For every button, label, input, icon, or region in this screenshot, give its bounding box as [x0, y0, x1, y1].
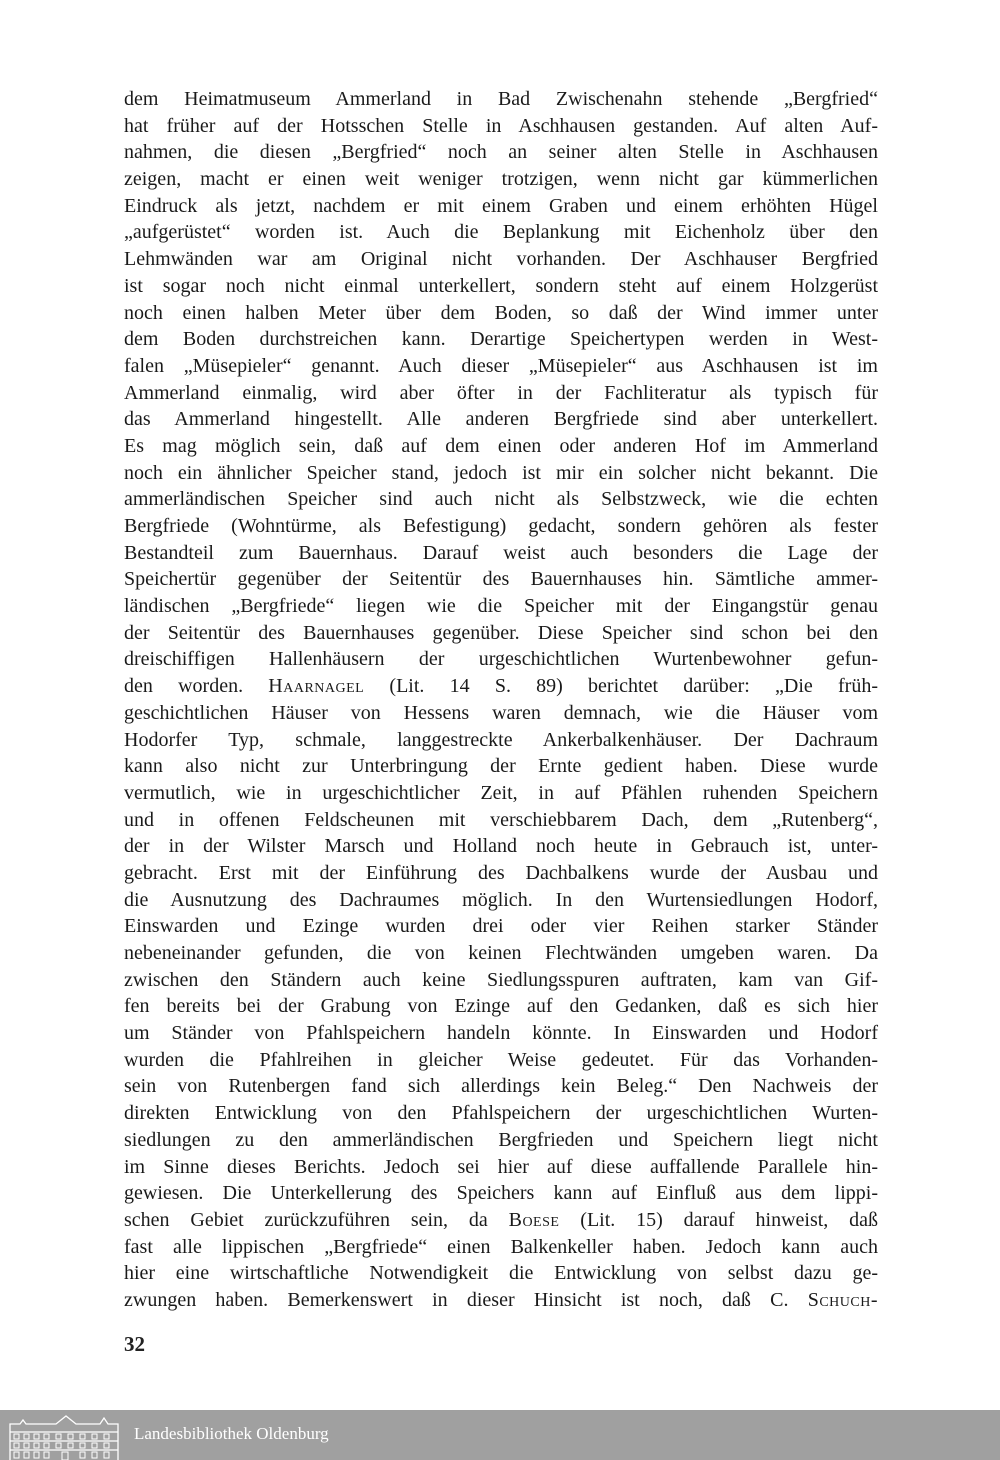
text-line	[124, 1207, 878, 1234]
text-line	[124, 326, 878, 353]
text-segment: direkten Entwicklung von den Pfahlspeichern der urgeschichtlichen Wurten-	[124, 1102, 878, 1125]
text-segment: hat früher auf der Hotsschen Stelle in Aschhausen gestanden. Auf alten Auf-	[124, 114, 878, 137]
text-segment: Ammerland einmalig, wird aber öfter in der Fachliteratur als typisch für	[124, 381, 878, 404]
text-segment: dem Boden durchstreichen kann. Derartige Speichertypen werden in West-	[124, 328, 878, 351]
text-line	[124, 433, 878, 460]
text-line	[124, 1287, 878, 1314]
text-segment: (Lit. 14 S. 89) berichtet darüber: „Die früh-	[364, 675, 878, 698]
text-line	[124, 753, 878, 780]
text-line	[124, 1100, 878, 1127]
text-segment: sein von Rutenbergen fand sich allerdings kein Beleg.“ Den Nachweis der	[124, 1075, 878, 1098]
text-line	[124, 139, 878, 166]
text-line	[124, 486, 878, 513]
text-segment: Bergfriede (Wohntürme, als Befestigung) gedacht, sondern gehören als fester	[124, 515, 878, 537]
text-line	[124, 540, 878, 567]
text-segment: nebeneinander gefunden, die von keinen Flechtwänden umgeben waren. Da	[124, 942, 878, 964]
text-line	[124, 460, 878, 487]
author-name: Schuch-	[807, 1288, 878, 1311]
text-line	[124, 1073, 878, 1100]
text-segment: ist sogar noch nicht einmal unterkellert, sondern steht auf einem Holzgerüst	[124, 274, 878, 297]
text-line	[124, 1180, 878, 1207]
text-segment: geschichtlichen Häuser von Hessens waren demnach, wie die Häuser vom	[124, 701, 878, 724]
text-line	[124, 1020, 878, 1047]
text-line	[124, 86, 878, 113]
text-line	[124, 273, 878, 300]
library-name: Landesbibliothek Oldenburg	[134, 1424, 329, 1443]
text-segment: wurden die Pfahlreihen in gleicher Weise gedeutet. Für das Vorhanden-	[124, 1048, 878, 1071]
text-segment: Lehmwänden war am Original nicht vorhanden. Der Aschhauser Bergfried	[124, 248, 878, 271]
text-line	[124, 993, 878, 1020]
text-line	[124, 833, 878, 860]
text-line	[124, 1047, 878, 1074]
text-segment: der Seitentür des Bauernhauses gegenüber. Diese Speicher sind schon bei den	[124, 621, 878, 644]
text-line	[124, 1234, 878, 1261]
text-line	[124, 1154, 878, 1181]
text-line	[124, 700, 878, 727]
text-segment: Bestandteil zum Bauernhaus. Darauf weist auch besonders die Lage der	[124, 541, 878, 564]
library-building-icon	[6, 1414, 124, 1460]
author-name: Boese	[508, 1208, 560, 1231]
text-line	[124, 673, 878, 700]
text-segment: kann also nicht zur Unterbringung der Ernte gedient haben. Diese wurde	[124, 755, 878, 778]
text-line	[124, 300, 878, 327]
text-line	[124, 940, 878, 967]
text-segment: Speichertür gegenüber der Seitentür des Bauernhauses hin. Sämtliche ammer-	[124, 568, 878, 591]
body-text	[124, 86, 878, 1314]
text-segment: ammerländischen Speicher sind auch nicht als Selbstzweck, wie die echten	[124, 488, 878, 511]
text-segment: „aufgerüstet“ worden ist. Auch die Beplankung mit Eichenholz über den	[124, 221, 878, 244]
text-segment: hier eine wirtschaftliche Notwendigkeit die Entwicklung von selbst dazu ge-	[124, 1262, 878, 1285]
text-segment: Eindruck als jetzt, nachdem er mit einem Graben und einem erhöhten Hügel	[124, 194, 878, 217]
text-segment: (Lit. 15) darauf hinweist, daß	[559, 1208, 879, 1231]
text-segment: den worden.	[124, 675, 269, 698]
text-line	[124, 887, 878, 914]
text-segment: Es mag möglich sein, daß auf dem einen oder anderen Hof im Ammerland	[124, 434, 878, 457]
text-line	[124, 620, 878, 647]
text-segment: siedlungen zu den ammerländischen Bergfrieden und Speichern liegt nicht	[124, 1128, 878, 1151]
author-name: Haarnagel	[268, 675, 365, 698]
text-segment: nahmen, die diesen „Bergfried“ noch an seiner alten Stelle in Aschhausen	[124, 141, 878, 164]
text-segment: Hodorfer Typ, schmale, langgestreckte Ankerbalkenhäuser. Der Dachraum	[124, 728, 878, 751]
text-segment: fast alle lippischen „Bergfriede“ einen Balkenkeller haben. Jedoch kann auch	[124, 1235, 878, 1258]
text-segment: um Ständer von Pfahlspeichern handeln könnte. In Einswarden und Hodorf	[124, 1022, 878, 1045]
footer-bar	[0, 1410, 1000, 1460]
text-line	[124, 593, 878, 620]
text-line	[124, 193, 878, 220]
text-line	[124, 513, 878, 540]
text-line	[124, 246, 878, 273]
text-segment: zwungen haben. Bemerkenswert in dieser Hinsicht ist noch, daß C.	[124, 1288, 808, 1311]
text-segment: ländischen „Bergfriede“ liegen wie die Speicher mit der Eingangstür genau	[124, 595, 878, 618]
text-segment: im Sinne dieses Berichts. Jedoch sei hier auf diese auffallende Parallele hin-	[124, 1155, 878, 1178]
text-segment: zwischen den Ständern auch keine Siedlungsspuren auftraten, kam van Gif-	[124, 968, 878, 991]
text-line	[124, 967, 878, 994]
text-line	[124, 113, 878, 140]
text-segment: der in der Wilster Marsch und Holland noch heute in Gebrauch ist, unter-	[124, 835, 878, 858]
text-line	[124, 727, 878, 754]
text-segment: fen bereits bei der Grabung von Ezinge auf den Gedanken, daß es sich hier	[124, 995, 878, 1018]
text-line	[124, 406, 878, 433]
page-number: 32	[124, 1332, 145, 1356]
text-line	[124, 566, 878, 593]
text-segment: falen „Müsepieler“ genannt. Auch dieser „Müsepieler“ aus Aschhausen ist im	[124, 354, 878, 377]
text-line	[124, 380, 878, 407]
text-line	[124, 1260, 878, 1287]
text-line	[124, 807, 878, 834]
text-line	[124, 219, 878, 246]
text-segment: noch ein ähnlicher Speicher stand, jedoch ist mir ein solcher nicht bekannt. Die	[124, 461, 878, 484]
text-segment: gewiesen. Die Unterkellerung des Speichers kann auf Einfluß aus dem lippi-	[124, 1182, 878, 1205]
text-line	[124, 860, 878, 887]
text-segment: gebracht. Erst mit der Einführung des Dachbalkens wurde der Ausbau und	[124, 861, 878, 884]
text-segment: das Ammerland hingestellt. Alle anderen Bergfriede sind aber unterkellert.	[124, 408, 878, 431]
text-segment: vermutlich, wie in urgeschichtlicher Zeit, in auf Pfählen ruhenden Speichern	[124, 781, 878, 804]
text-segment: und in offenen Feldscheunen mit verschiebbarem Dach, dem „Rutenberg“,	[124, 808, 878, 831]
text-line	[124, 780, 878, 807]
text-segment: zeigen, macht er einen weit weniger trotzigen, wenn nicht gar kümmerlichen	[124, 168, 878, 191]
text-segment: schen Gebiet zurückzuführen sein, da	[124, 1208, 509, 1231]
text-segment: dreischiffigen Hallenhäusern der urgeschichtlichen Wurtenbewohner gefun-	[124, 648, 878, 671]
text-segment: noch einen halben Meter über dem Boden, so daß der Wind immer unter	[124, 301, 878, 324]
text-line	[124, 166, 878, 193]
text-segment: die Ausnutzung des Dachraumes möglich. In den Wurtensiedlungen Hodorf,	[124, 888, 878, 911]
text-line	[124, 646, 878, 673]
text-line	[124, 353, 878, 380]
text-segment: Einswarden und Ezinge wurden drei oder vier Reihen starker Ständer	[124, 915, 878, 938]
text-line	[124, 1127, 878, 1154]
text-segment: dem Heimatmuseum Ammerland in Bad Zwischenahn stehende „Bergfried“	[124, 88, 878, 110]
text-line	[124, 913, 878, 940]
